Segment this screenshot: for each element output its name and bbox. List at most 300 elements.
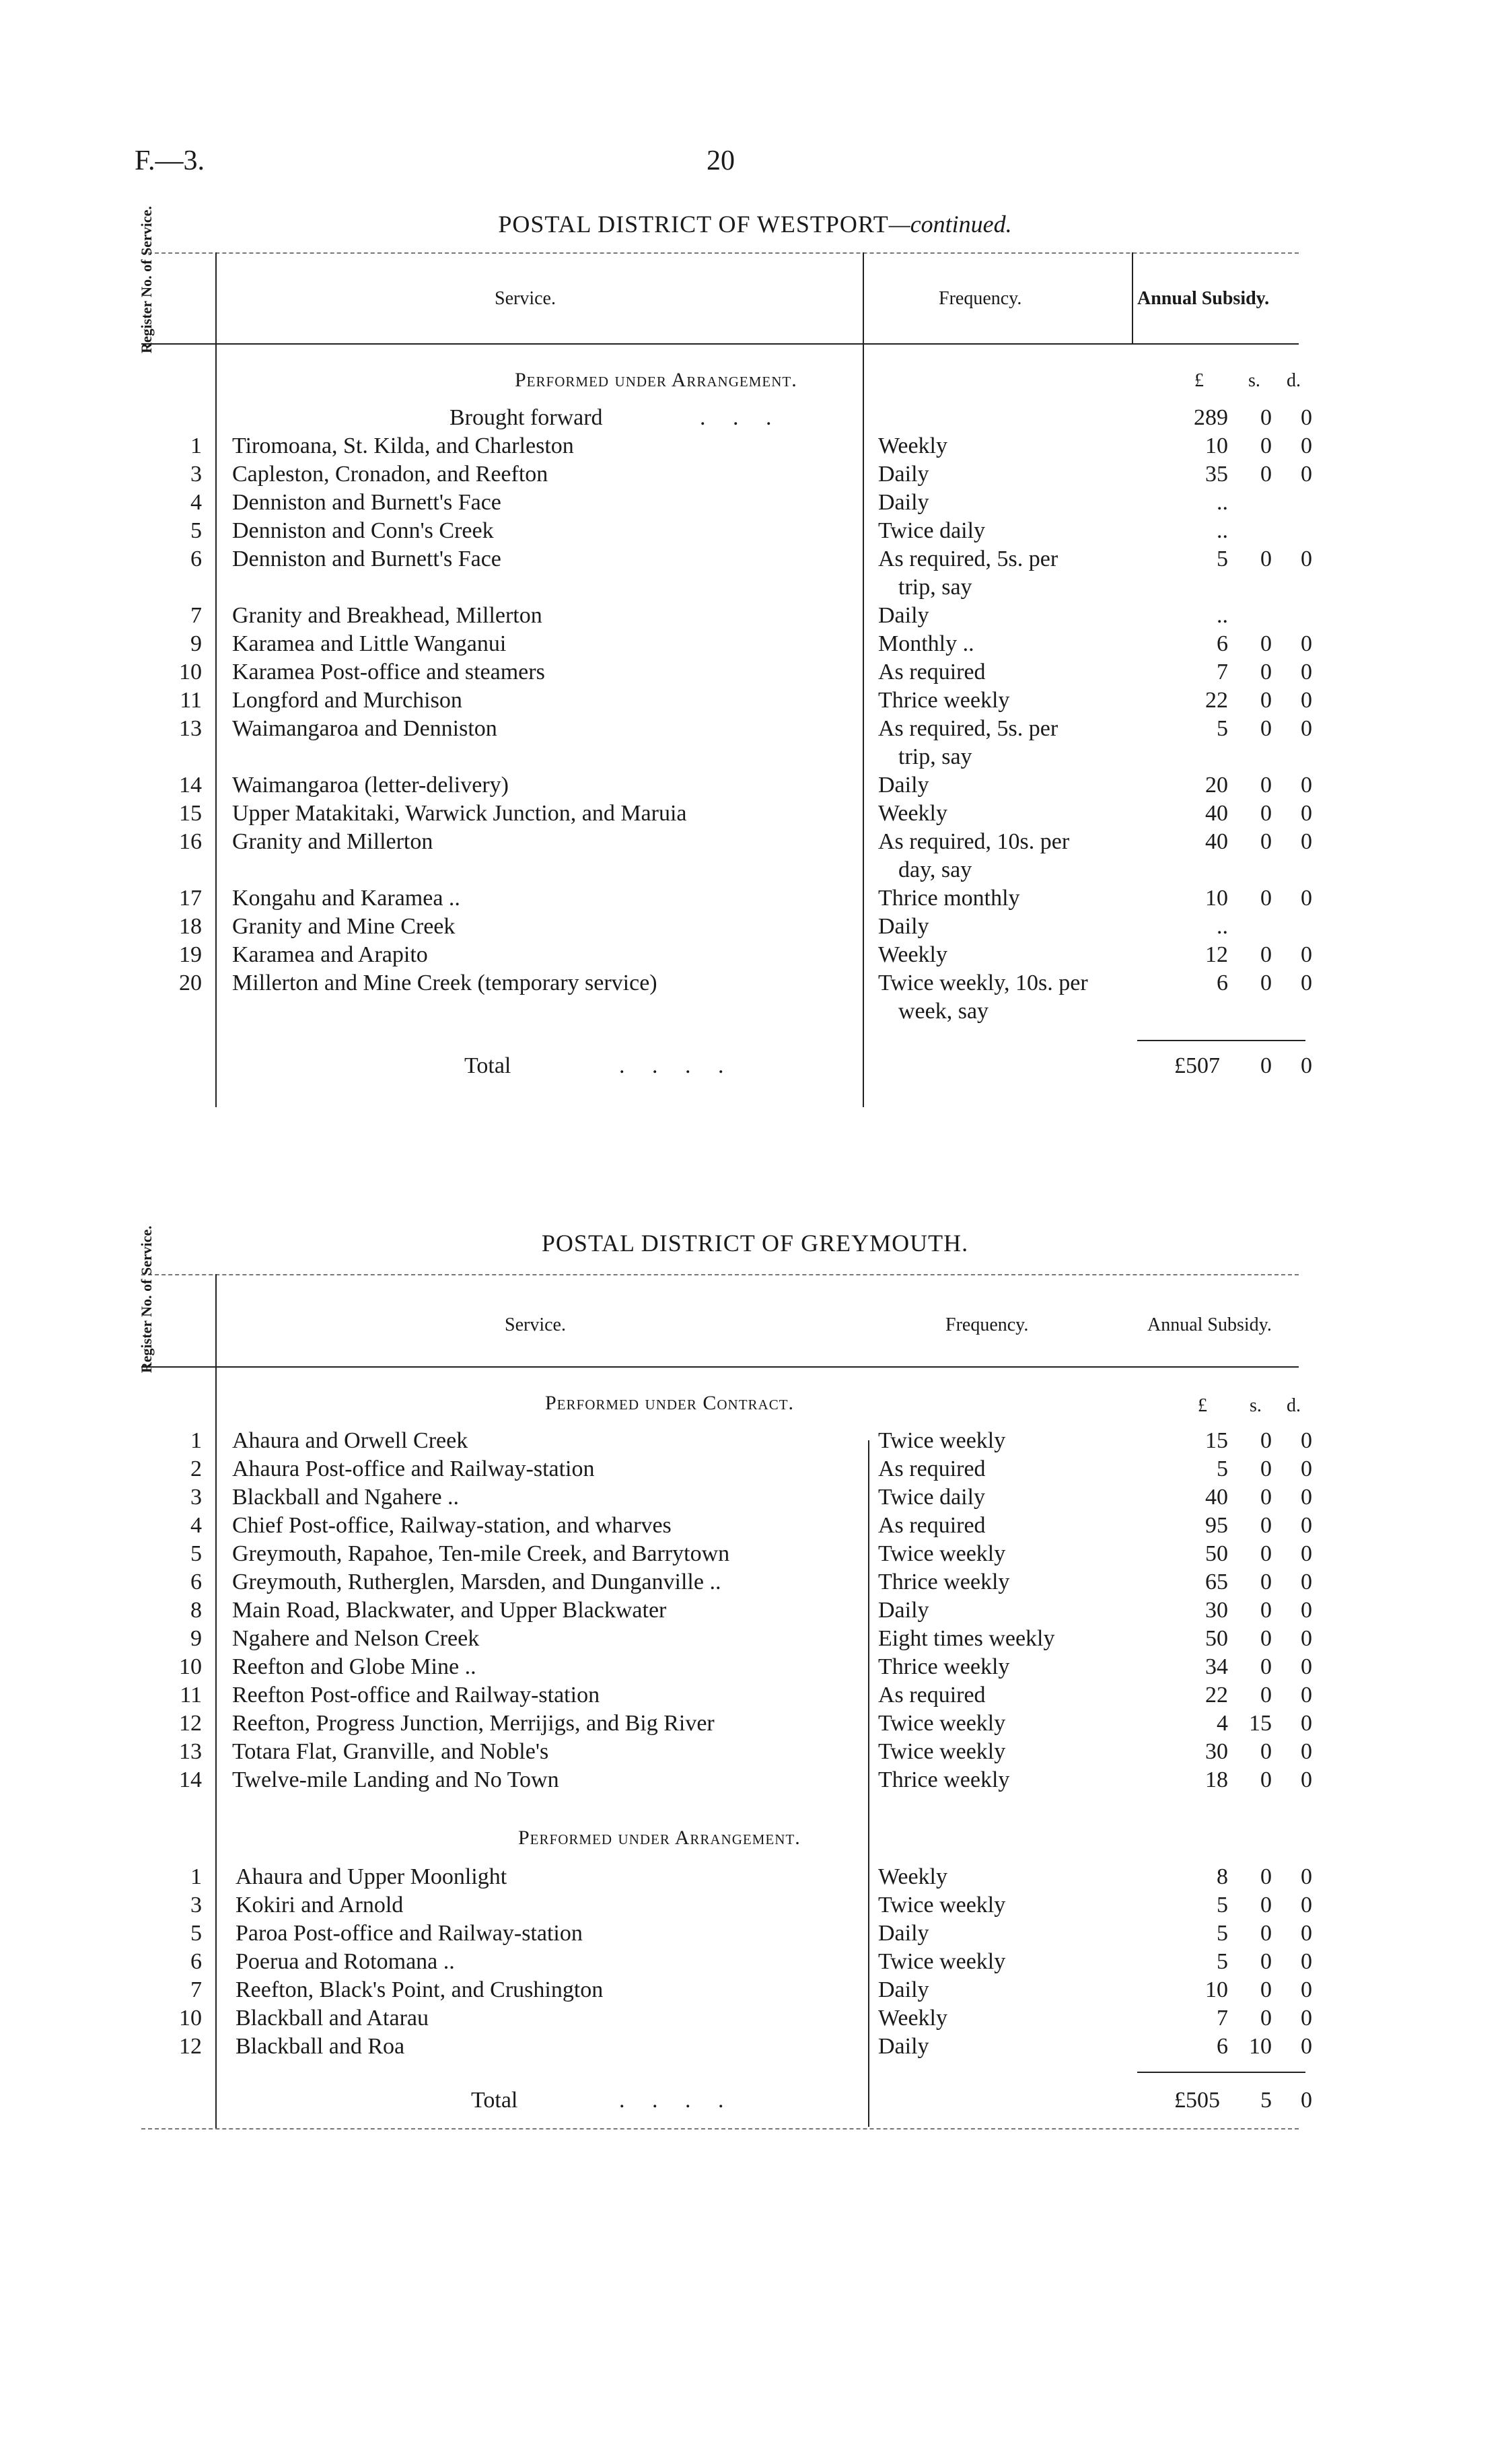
table-row	[0, 630, 1510, 658]
row-shillings: 0	[1260, 547, 1272, 571]
row-pence: 0	[1301, 660, 1312, 684]
document-reference: F.—3.	[135, 145, 205, 176]
row-shillings: 0	[1260, 1767, 1272, 1792]
row-pence: 0	[1301, 1570, 1312, 1594]
greymouth-title: POSTAL DISTRICT OF GREYMOUTH.	[541, 1230, 969, 1257]
greymouth-bottom-rule	[141, 2128, 1299, 2129]
row-pound: 18	[1205, 1767, 1228, 1792]
row-frequency: As required	[878, 1683, 986, 1708]
row-service: Kokiri and Arnold	[236, 1893, 404, 1917]
row-reg: 7	[190, 1977, 202, 2002]
row-frequency: Weekly	[878, 1864, 947, 1889]
row-frequency: Daily	[878, 914, 929, 939]
row-pence: 0	[1301, 1541, 1312, 1566]
row-frequency: Twice daily	[878, 518, 986, 543]
row-frequency: Daily	[878, 773, 929, 798]
row-frequency: Eight times weekly	[878, 1626, 1055, 1651]
row-reg: 5	[190, 518, 202, 543]
row-frequency: Twice weekly	[878, 1739, 1006, 1764]
row-pence: 0	[1301, 1485, 1312, 1510]
row-service: Poerua and Rotomana ..	[236, 1949, 455, 1974]
table-row	[0, 828, 1510, 856]
row-pound: 10	[1205, 1977, 1228, 2002]
row-reg: 10	[179, 2006, 202, 2031]
row-shillings: 0	[1260, 1456, 1272, 1481]
row-shillings: 0	[1260, 1893, 1272, 1917]
row-frequency: Twice weekly	[878, 1949, 1006, 1974]
row-reg: 14	[179, 773, 202, 798]
westport-unit-d: d.	[1287, 370, 1301, 391]
greymouth-header-rule	[141, 1366, 1299, 1368]
leader-dots: . . .	[700, 405, 783, 430]
westport-top-rule	[141, 252, 1299, 254]
greymouth-unit-pound: £	[1198, 1395, 1207, 1416]
table-row	[0, 517, 1510, 545]
row-shillings: 0	[1260, 1949, 1272, 1974]
row-pound: 40	[1205, 801, 1228, 826]
row-shillings: 0	[1260, 1739, 1272, 1764]
westport-total-row	[0, 1052, 1510, 1080]
row-pence: 0	[1301, 942, 1312, 967]
table-row	[0, 884, 1510, 913]
row-pound: ..	[1217, 914, 1228, 939]
row-service: Waimangaroa (letter-delivery)	[232, 773, 509, 798]
row-pound: 34	[1205, 1654, 1228, 1679]
row-service: Denniston and Burnett's Face	[232, 490, 501, 515]
greymouth-col-subsidy: Annual Subsidy.	[1147, 1314, 1272, 1335]
row-pound: 6	[1217, 631, 1228, 656]
row-service: Longford and Murchison	[232, 688, 462, 713]
table-row-continuation	[0, 573, 1510, 602]
row-reg: 16	[179, 829, 202, 854]
row-pound: 7	[1217, 2006, 1228, 2031]
row-service: Granity and Millerton	[232, 829, 433, 854]
row-service: Blackball and Roa	[236, 2034, 405, 2059]
row-frequency: Thrice weekly	[878, 1570, 1010, 1594]
row-pound: 5	[1217, 547, 1228, 571]
westport-col-reg: Register No. of Service.	[138, 206, 155, 353]
row-pence: 0	[1301, 1739, 1312, 1764]
row-frequency: Thrice weekly	[878, 1767, 1010, 1792]
row-pence: 0	[1301, 1711, 1312, 1736]
row-pence: 0	[1301, 1513, 1312, 1538]
greymouth-top-rule	[141, 1274, 1299, 1275]
total-shillings: 5	[1260, 2088, 1272, 2113]
total-pound: £505	[1174, 2088, 1220, 2113]
row-service: Reefton, Black's Point, and Crushington	[236, 1977, 604, 2002]
row-pound: 95	[1205, 1513, 1228, 1538]
row-pence: 0	[1301, 1683, 1312, 1708]
row-frequency: Daily	[878, 1921, 929, 1946]
row-pence: 0	[1301, 1767, 1312, 1792]
row-pence: 0	[1301, 631, 1312, 656]
table-row	[0, 1625, 1510, 1653]
row-pound: 20	[1205, 773, 1228, 798]
row-shillings: 0	[1260, 433, 1272, 458]
row-shillings: 0	[1260, 886, 1272, 911]
leader-dots: . . . .	[619, 2088, 735, 2113]
table-row	[0, 1512, 1510, 1540]
row-frequency: As required	[878, 1456, 986, 1481]
row-service: Kongahu and Karamea ..	[232, 886, 460, 911]
row-pence: 0	[1301, 1654, 1312, 1679]
row-pence: 0	[1301, 1456, 1312, 1481]
row-reg: 6	[190, 547, 202, 571]
table-row-continuation	[0, 997, 1510, 1026]
row-pence: 0	[1301, 886, 1312, 911]
row-reg: 4	[190, 490, 202, 515]
row-pence: 0	[1301, 547, 1312, 571]
westport-col-frequency: Frequency.	[939, 288, 1022, 309]
row-reg: 5	[190, 1541, 202, 1566]
row-pence: 0	[1301, 773, 1312, 798]
row-pence: 0	[1301, 1428, 1312, 1453]
row-shillings: 0	[1260, 1654, 1272, 1679]
row-pound: 5	[1217, 716, 1228, 741]
row-service: Blackball and Ngahere ..	[232, 1485, 460, 1510]
row-frequency: Twice weekly	[878, 1541, 1006, 1566]
row-shillings: 0	[1260, 942, 1272, 967]
row-frequency-cont: trip, say	[898, 744, 972, 769]
total-pence: 0	[1301, 2088, 1312, 2113]
row-pound: 6	[1217, 971, 1228, 995]
table-row	[0, 404, 1510, 432]
row-pence: 0	[1301, 405, 1312, 430]
row-pound: 4	[1217, 1711, 1228, 1736]
row-service: Twelve-mile Landing and No Town	[232, 1767, 559, 1792]
row-reg: 10	[179, 1654, 202, 1679]
table-row	[0, 1920, 1510, 1948]
table-row	[0, 432, 1510, 460]
row-pound: 5	[1217, 1456, 1228, 1481]
row-pence: 0	[1301, 1626, 1312, 1651]
table-row	[0, 1483, 1510, 1512]
row-service: Chief Post-office, Railway-station, and wharves	[232, 1513, 672, 1538]
greymouth-unit-s: s.	[1250, 1395, 1262, 1416]
table-row	[0, 1738, 1510, 1766]
table-row	[0, 1891, 1510, 1920]
row-reg: 14	[179, 1767, 202, 1792]
row-service: Granity and Breakhead, Millerton	[232, 603, 542, 628]
row-reg: 8	[190, 1598, 202, 1623]
row-pound: 50	[1205, 1541, 1228, 1566]
row-shillings: 0	[1260, 1513, 1272, 1538]
row-pence: 0	[1301, 1598, 1312, 1623]
row-pound: 22	[1205, 688, 1228, 713]
westport-col-service: Service.	[495, 288, 556, 309]
row-reg: 13	[179, 716, 202, 741]
row-pound: 6	[1217, 2034, 1228, 2059]
row-service: Denniston and Burnett's Face	[232, 547, 501, 571]
row-frequency: Twice weekly, 10s. per	[878, 971, 1088, 995]
row-frequency: Thrice weekly	[878, 1654, 1010, 1679]
total-label: Total	[471, 2088, 518, 2113]
row-pound: ..	[1217, 518, 1228, 543]
westport-total-rule	[1137, 1040, 1305, 1041]
row-reg: 4	[190, 1513, 202, 1538]
row-frequency: Weekly	[878, 433, 947, 458]
table-row	[0, 715, 1510, 743]
row-service: Reefton and Globe Mine ..	[232, 1654, 476, 1679]
table-row	[0, 771, 1510, 800]
row-shillings: 0	[1260, 1864, 1272, 1889]
westport-section-arrangement: Performed under Arrangement.	[515, 369, 797, 391]
table-row	[0, 1455, 1510, 1483]
table-row	[0, 969, 1510, 997]
row-service: Brought forward	[450, 405, 603, 430]
row-frequency: Twice daily	[878, 1485, 986, 1510]
row-shillings: 0	[1260, 1485, 1272, 1510]
table-row	[0, 1596, 1510, 1625]
table-row	[0, 1948, 1510, 1976]
row-frequency: Weekly	[878, 801, 947, 826]
row-pound: ..	[1217, 603, 1228, 628]
row-pound: 15	[1205, 1428, 1228, 1453]
row-reg: 5	[190, 1921, 202, 1946]
table-row	[0, 489, 1510, 517]
row-pence: 0	[1301, 801, 1312, 826]
row-pound: 22	[1205, 1683, 1228, 1708]
row-pound: 289	[1194, 405, 1228, 430]
row-pence: 0	[1301, 1864, 1312, 1889]
row-reg: 7	[190, 603, 202, 628]
greymouth-col-service: Service.	[505, 1314, 566, 1335]
greymouth-section-arrangement: Performed under Arrangement.	[518, 1827, 801, 1849]
total-pence: 0	[1301, 1053, 1312, 1078]
row-shillings: 0	[1260, 1977, 1272, 2002]
row-shillings: 0	[1260, 1626, 1272, 1651]
row-service: Tiromoana, St. Kilda, and Charleston	[232, 433, 574, 458]
row-pence: 0	[1301, 1893, 1312, 1917]
row-reg: 11	[180, 688, 202, 713]
row-reg: 11	[180, 1683, 202, 1708]
row-reg: 17	[179, 886, 202, 911]
greymouth-total-rule	[1137, 2072, 1305, 2073]
row-service: Reefton Post-office and Railway-station	[232, 1683, 600, 1708]
table-row	[0, 941, 1510, 969]
table-row	[0, 800, 1510, 828]
row-pound: 10	[1205, 433, 1228, 458]
row-frequency: Twice weekly	[878, 1428, 1006, 1453]
row-shillings: 0	[1260, 688, 1272, 713]
table-row	[0, 1863, 1510, 1891]
row-pence: 0	[1301, 1921, 1312, 1946]
row-pound: 40	[1205, 1485, 1228, 1510]
row-reg: 6	[190, 1570, 202, 1594]
row-pound: 65	[1205, 1570, 1228, 1594]
row-shillings: 0	[1260, 1570, 1272, 1594]
row-service: Millerton and Mine Creek (temporary service)	[232, 971, 657, 995]
table-row-continuation	[0, 856, 1510, 884]
row-service: Capleston, Cronadon, and Reefton	[232, 462, 548, 487]
row-shillings: 0	[1260, 631, 1272, 656]
row-reg: 2	[190, 1456, 202, 1481]
row-service: Waimangaroa and Denniston	[232, 716, 497, 741]
row-shillings: 0	[1260, 405, 1272, 430]
table-row	[0, 1427, 1510, 1455]
row-shillings: 0	[1260, 801, 1272, 826]
row-service: Reefton, Progress Junction, Merrijigs, and Big River	[232, 1711, 715, 1736]
total-label: Total	[464, 1053, 511, 1078]
row-service: Blackball and Atarau	[236, 2006, 429, 2031]
row-reg: 12	[179, 2034, 202, 2059]
row-pence: 0	[1301, 829, 1312, 854]
row-pence: 0	[1301, 2034, 1312, 2059]
row-frequency: As required, 10s. per	[878, 829, 1070, 854]
leader-dots: . . . .	[619, 1053, 735, 1078]
row-frequency: Daily	[878, 2034, 929, 2059]
row-shillings: 0	[1260, 1428, 1272, 1453]
row-pound: 5	[1217, 1921, 1228, 1946]
row-frequency: Daily	[878, 603, 929, 628]
greymouth-col-frequency: Frequency.	[945, 1314, 1029, 1335]
westport-title-text: POSTAL DISTRICT OF WESTPORT	[498, 211, 889, 238]
row-pound: 30	[1205, 1739, 1228, 1764]
row-pound: 30	[1205, 1598, 1228, 1623]
table-row	[0, 1540, 1510, 1568]
row-pence: 0	[1301, 1977, 1312, 2002]
row-frequency: Twice weekly	[878, 1893, 1006, 1917]
table-row	[0, 1766, 1510, 1794]
row-pence: 0	[1301, 971, 1312, 995]
westport-col-subsidy: Annual Subsidy.	[1137, 288, 1270, 309]
page-header	[135, 145, 1413, 185]
row-service: Granity and Mine Creek	[232, 914, 456, 939]
row-pence: 0	[1301, 716, 1312, 741]
table-row	[0, 1653, 1510, 1681]
table-row	[0, 1681, 1510, 1710]
row-reg: 13	[179, 1739, 202, 1764]
row-pence: 0	[1301, 1949, 1312, 1974]
row-service: Upper Matakitaki, Warwick Junction, and Maruia	[232, 801, 687, 826]
greymouth-col-reg: Register No. of Service.	[138, 1226, 155, 1373]
row-frequency: Daily	[878, 1977, 929, 2002]
row-shillings: 0	[1260, 829, 1272, 854]
westport-unit-pound: £	[1194, 370, 1204, 391]
row-frequency-cont: day, say	[898, 857, 972, 882]
row-pence: 0	[1301, 688, 1312, 713]
westport-title-suffix: —continued.	[888, 211, 1012, 238]
row-service: Greymouth, Rapahoe, Ten-mile Creek, and Barrytown	[232, 1541, 730, 1566]
row-reg: 12	[179, 1711, 202, 1736]
row-pound: 10	[1205, 886, 1228, 911]
table-row	[0, 687, 1510, 715]
row-service: Paroa Post-office and Railway-station	[236, 1921, 583, 1946]
row-service: Ahaura and Upper Moonlight	[236, 1864, 507, 1889]
row-pound: 5	[1217, 1949, 1228, 1974]
total-pound: £507	[1174, 1053, 1220, 1078]
row-reg: 3	[190, 1485, 202, 1510]
row-frequency: As required, 5s. per	[878, 547, 1058, 571]
table-row	[0, 460, 1510, 489]
table-row	[0, 602, 1510, 630]
westport-header-rule	[141, 343, 1299, 345]
row-frequency: Monthly ..	[878, 631, 974, 656]
row-reg: 20	[179, 971, 202, 995]
row-service: Karamea and Little Wanganui	[232, 631, 507, 656]
table-row	[0, 2004, 1510, 2033]
row-frequency: Daily	[878, 1598, 929, 1623]
table-row	[0, 2033, 1510, 2061]
row-reg: 9	[190, 631, 202, 656]
westport-title	[0, 210, 1510, 238]
row-reg: 1	[190, 1428, 202, 1453]
row-reg: 6	[190, 1949, 202, 1974]
row-pound: 7	[1217, 660, 1228, 684]
table-row	[0, 545, 1510, 573]
westport-subsidy-divider	[1132, 252, 1133, 343]
row-frequency: Twice weekly	[878, 1711, 1006, 1736]
row-pence: 0	[1301, 2006, 1312, 2031]
row-pound: 5	[1217, 1893, 1228, 1917]
row-frequency: Weekly	[878, 2006, 947, 2031]
row-reg: 1	[190, 433, 202, 458]
row-frequency: Daily	[878, 490, 929, 515]
westport-unit-s: s.	[1248, 370, 1260, 391]
table-row-continuation	[0, 743, 1510, 771]
row-frequency-cont: week, say	[898, 999, 989, 1024]
row-shillings: 10	[1249, 2034, 1272, 2059]
row-service: Denniston and Conn's Creek	[232, 518, 494, 543]
row-shillings: 0	[1260, 716, 1272, 741]
row-service: Greymouth, Rutherglen, Marsden, and Dunganville ..	[232, 1570, 721, 1594]
row-frequency: As required, 5s. per	[878, 716, 1058, 741]
row-frequency: As required	[878, 660, 986, 684]
row-reg: 15	[179, 801, 202, 826]
table-row	[0, 1568, 1510, 1596]
row-pound: 12	[1205, 942, 1228, 967]
row-reg: 3	[190, 1893, 202, 1917]
row-frequency: Thrice monthly	[878, 886, 1020, 911]
row-shillings: 0	[1260, 660, 1272, 684]
row-shillings: 0	[1260, 2006, 1272, 2031]
row-pound: 50	[1205, 1626, 1228, 1651]
row-frequency: Thrice weekly	[878, 688, 1010, 713]
table-row	[0, 1976, 1510, 2004]
row-shillings: 0	[1260, 1683, 1272, 1708]
row-service: Ahaura and Orwell Creek	[232, 1428, 468, 1453]
row-shillings: 0	[1260, 1541, 1272, 1566]
row-shillings: 0	[1260, 773, 1272, 798]
row-service: Totara Flat, Granville, and Noble's	[232, 1739, 549, 1764]
row-shillings: 0	[1260, 971, 1272, 995]
row-pound: ..	[1217, 490, 1228, 515]
table-row	[0, 913, 1510, 941]
row-reg: 18	[179, 914, 202, 939]
row-shillings: 15	[1249, 1711, 1272, 1736]
row-service: Main Road, Blackwater, and Upper Blackwater	[232, 1598, 667, 1623]
row-pence: 0	[1301, 433, 1312, 458]
row-pound: 35	[1205, 462, 1228, 487]
total-shillings: 0	[1260, 1053, 1272, 1078]
table-row	[0, 658, 1510, 687]
row-shillings: 0	[1260, 1921, 1272, 1946]
page-number: 20	[707, 145, 735, 176]
table-row	[0, 1710, 1510, 1738]
row-service: Ahaura Post-office and Railway-station	[232, 1456, 595, 1481]
row-service: Karamea Post-office and steamers	[232, 660, 545, 684]
row-frequency: Weekly	[878, 942, 947, 967]
row-reg: 9	[190, 1626, 202, 1651]
row-service: Karamea and Arapito	[232, 942, 428, 967]
row-shillings: 0	[1260, 1598, 1272, 1623]
greymouth-section-contract: Performed under Contract.	[545, 1392, 795, 1414]
row-pound: 40	[1205, 829, 1228, 854]
row-frequency-cont: trip, say	[898, 575, 972, 600]
row-service: Ngahere and Nelson Creek	[232, 1626, 480, 1651]
row-shillings: 0	[1260, 462, 1272, 487]
row-frequency: Daily	[878, 462, 929, 487]
